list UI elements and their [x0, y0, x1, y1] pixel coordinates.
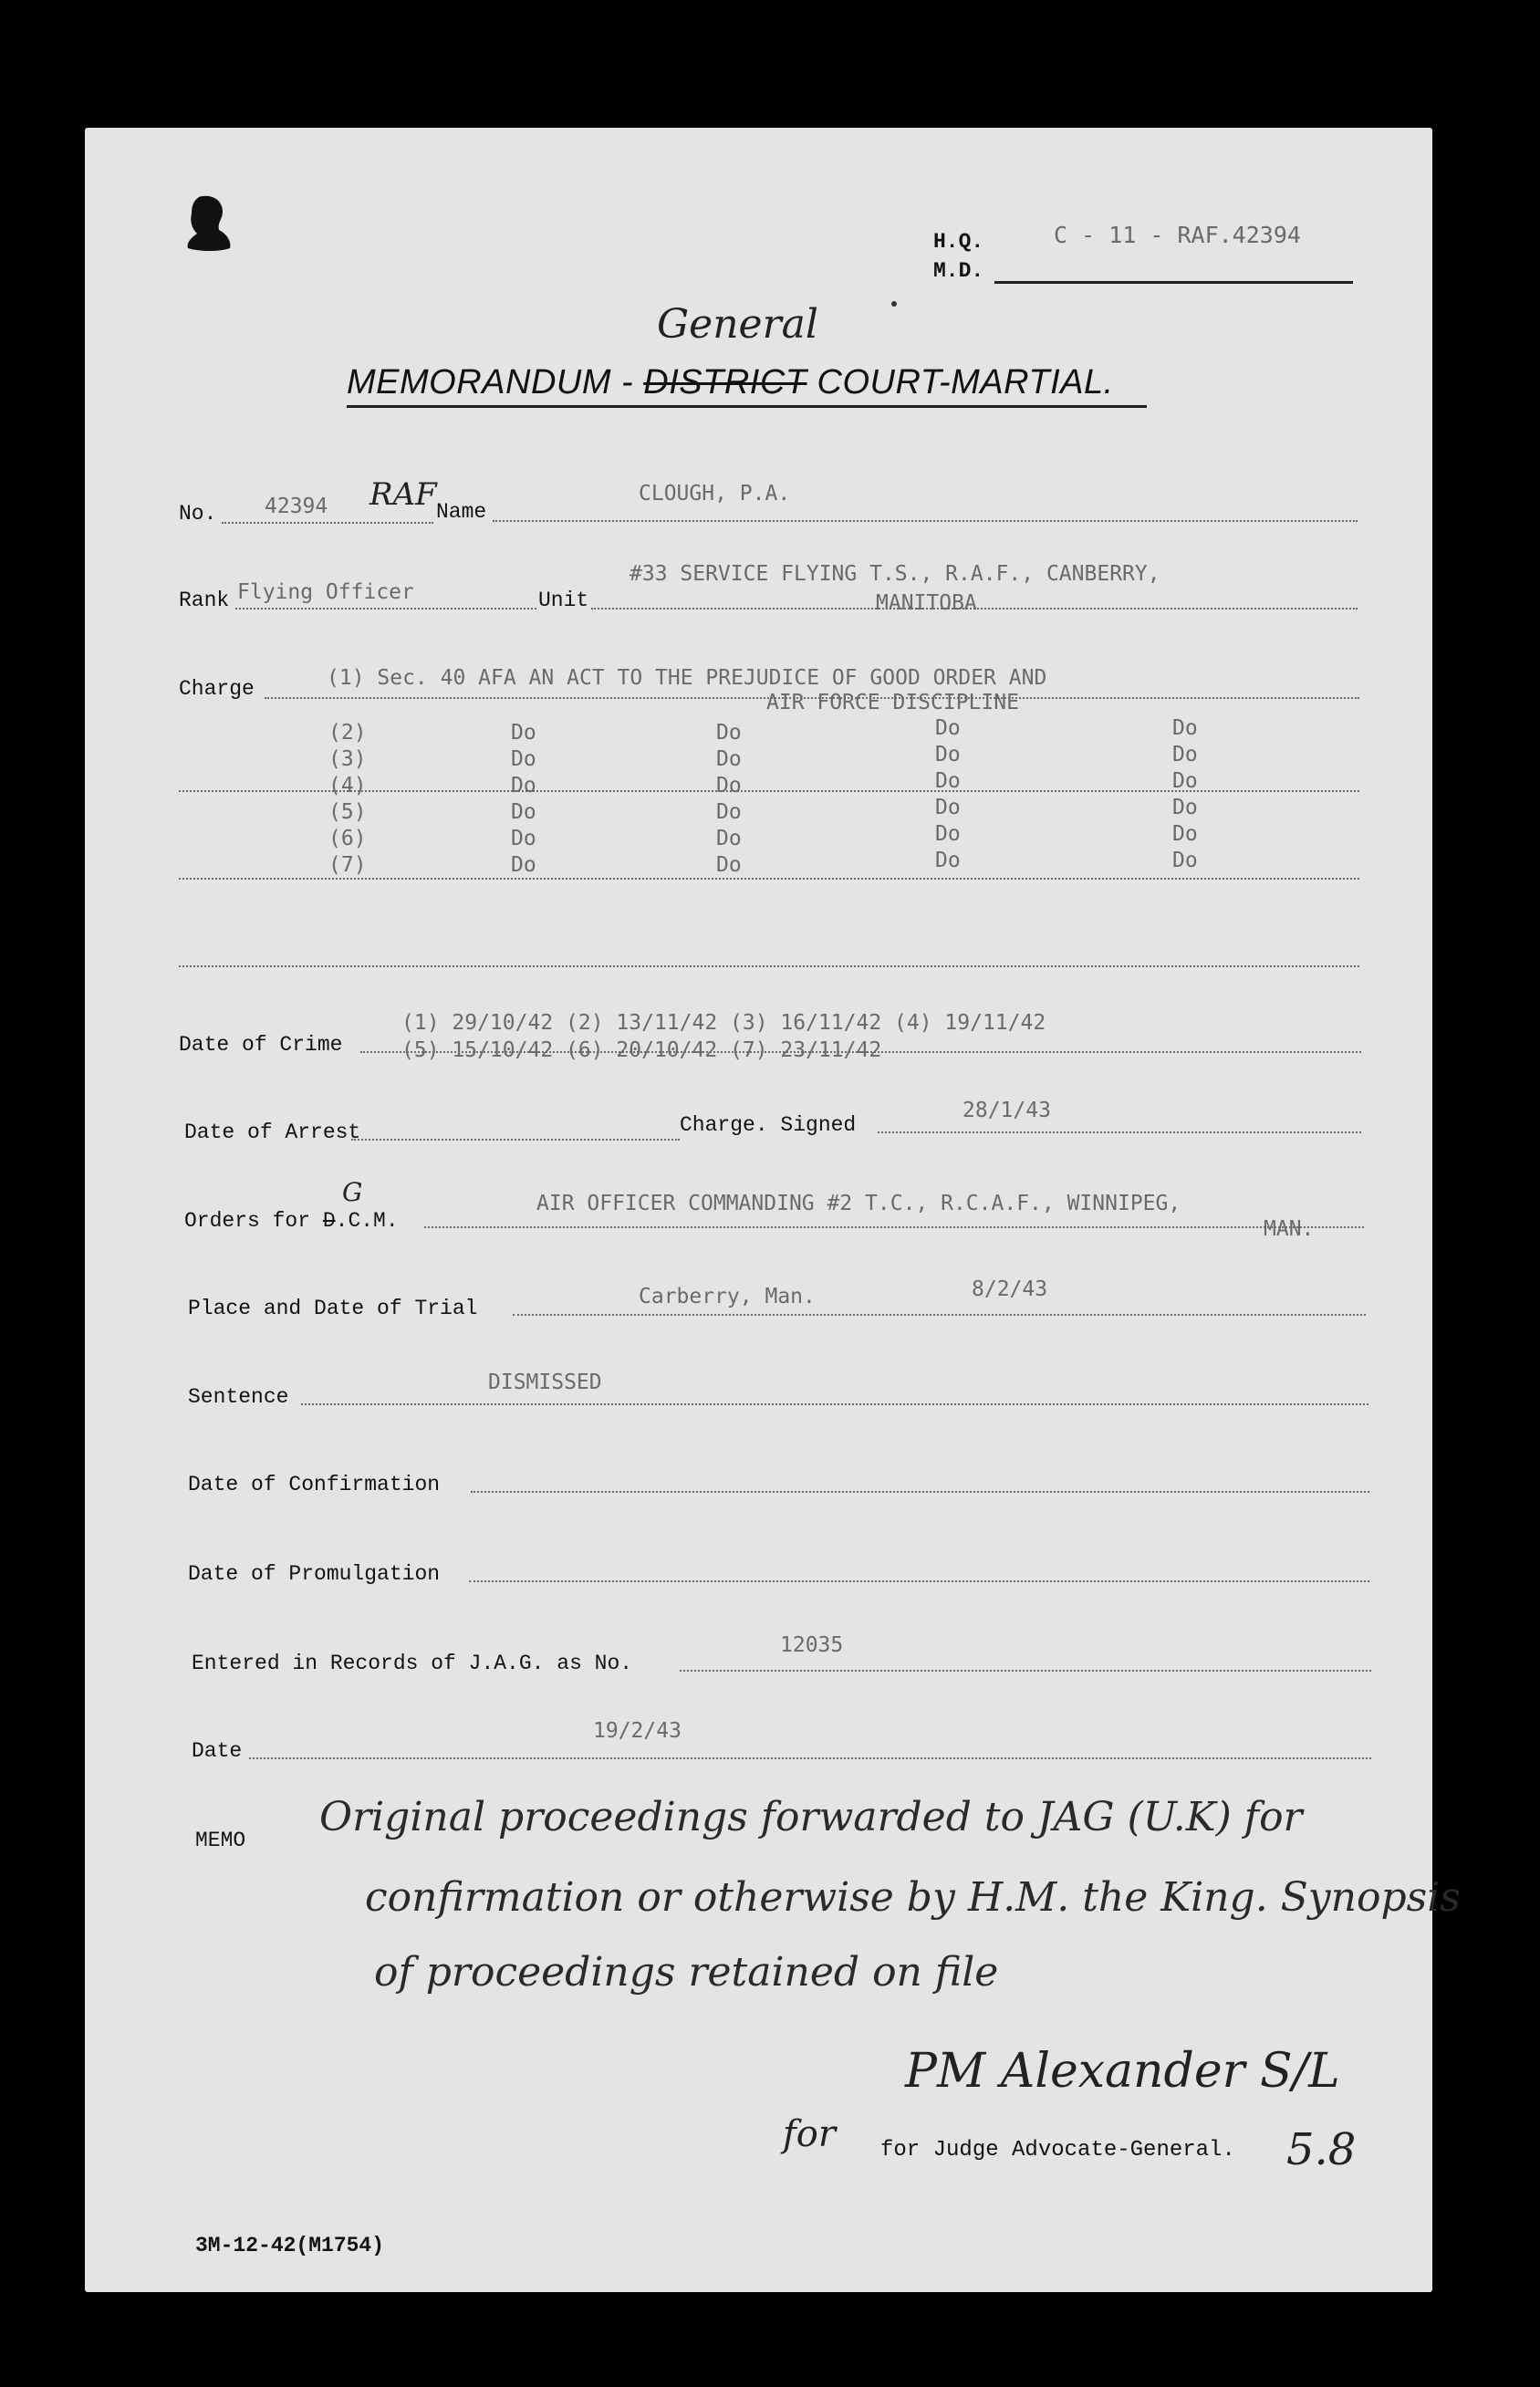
orders-value-1: AIR OFFICER COMMANDING #2 T.C., R.C.A.F., WINNIPEG,	[536, 1192, 1181, 1215]
charge-signed-label: Charge. Signed	[680, 1113, 857, 1137]
charge-row-ditto: Do	[716, 747, 742, 771]
date-of-crime-2: (5) 15/10/42 (6) 20/10/42 (7) 23/11/42	[401, 1038, 882, 1062]
memo-line-3: of proceedings retained on file	[374, 1949, 999, 1996]
charge-row-number: (6)	[328, 827, 367, 850]
orders-label-struck: D	[322, 1209, 336, 1233]
charge-row-ditto: Do	[511, 747, 536, 771]
page-mark: 5.8	[1286, 2124, 1357, 2175]
no-value: 42394	[265, 495, 328, 518]
hq-label: H.Q.	[933, 230, 984, 254]
date-label: Date	[192, 1739, 243, 1763]
sentence-value: DISMISSED	[488, 1371, 602, 1394]
charge-row-ditto: Do	[716, 721, 742, 745]
charge-row-ditto: Do	[1172, 716, 1198, 740]
memo-line-2: confirmation or otherwise by H.M. the King. Synopsis	[365, 1874, 1461, 1921]
unit-value-2: MANITOBA	[876, 591, 977, 615]
charge-row-ditto: Do	[511, 774, 536, 797]
date-value: 19/2/43	[593, 1719, 682, 1743]
name-label: Name	[436, 500, 487, 524]
date-line	[249, 1757, 1371, 1759]
title-memorandum: MEMORANDUM -	[347, 363, 634, 401]
place-value: Carberry, Man.	[639, 1285, 816, 1308]
charge-label: Charge	[179, 677, 255, 701]
promulgation-line	[469, 1580, 1369, 1582]
no-line	[222, 522, 433, 524]
header-rule	[994, 281, 1353, 284]
title-court-martial: COURT-MARTIAL.	[817, 363, 1114, 401]
no-label: No.	[179, 502, 217, 526]
rank-line	[235, 608, 536, 610]
memo-line-1: Original proceedings forwarded to JAG (U.K) for	[319, 1794, 1303, 1840]
rank-label: Rank	[179, 589, 230, 612]
file-reference: C - 11 - RAF.42394	[1054, 222, 1301, 248]
title-struck-district: DISTRICT	[643, 363, 807, 401]
memorandum-title	[347, 363, 1114, 402]
for-judge-advocate-general: for Judge Advocate-General.	[880, 2138, 1235, 2163]
place-line	[513, 1314, 1366, 1316]
orders-label	[184, 1209, 399, 1233]
charge-row-ditto: Do	[511, 721, 536, 745]
place-label: Place and Date of Trial	[188, 1297, 478, 1320]
confirmation-label: Date of Confirmation	[188, 1473, 441, 1496]
unit-value-1: #33 SERVICE FLYING T.S., R.A.F., CANBERRY,	[630, 562, 1160, 586]
charge-row-ditto: Do	[1172, 796, 1198, 819]
trial-date: 8/2/43	[972, 1277, 1048, 1301]
signature-name: PM Alexander S/L	[905, 2044, 1340, 2099]
title-underline	[347, 405, 1147, 408]
no-handwritten-raf: RAF	[369, 476, 437, 513]
unit-label: Unit	[538, 589, 589, 612]
charge-row-ditto: Do	[511, 800, 536, 824]
name-line	[493, 520, 1358, 522]
charge-signed-line	[878, 1131, 1361, 1133]
date-of-arrest-label: Date of Arrest	[184, 1121, 361, 1144]
charge-line-1b-text: AIR FORCE DISCIPLINE	[766, 691, 1019, 714]
charge-row-ditto: Do	[1172, 769, 1198, 793]
charge-row-ditto: Do	[1172, 849, 1198, 872]
orders-label-a: Orders for	[184, 1209, 323, 1233]
charge-row-ditto: Do	[935, 716, 961, 740]
charge-line-3	[179, 878, 1359, 880]
confirmation-line	[471, 1491, 1369, 1493]
ink-blot-mark	[182, 193, 235, 254]
sentence-line	[301, 1403, 1368, 1405]
charge-line-2	[179, 790, 1359, 792]
charge-row-ditto: Do	[1172, 743, 1198, 766]
promulgation-label: Date of Promulgation	[188, 1562, 441, 1586]
charge-row-number: (3)	[328, 747, 367, 771]
orders-handwritten-g: G	[342, 1177, 363, 1207]
charge-row-number: (2)	[328, 721, 367, 745]
charge-row-ditto: Do	[511, 853, 536, 877]
charge-row-ditto: Do	[935, 769, 961, 793]
jag-value: 12035	[780, 1633, 844, 1657]
date-of-crime-label: Date of Crime	[179, 1033, 343, 1057]
charge-row-ditto: Do	[935, 743, 961, 766]
name-value: CLOUGH, P.A.	[639, 482, 791, 506]
charge-row-number: (5)	[328, 800, 367, 824]
charge-row-ditto: Do	[935, 796, 961, 819]
charge-line-4	[179, 965, 1359, 967]
orders-line	[424, 1226, 1364, 1228]
charge-row-ditto: Do	[935, 849, 961, 872]
date-of-arrest-line	[351, 1139, 680, 1141]
memo-label: MEMO	[195, 1829, 246, 1852]
jag-line	[680, 1670, 1371, 1672]
date-of-crime-1: (1) 29/10/42 (2) 13/11/42 (3) 16/11/42 (4) 19/11/42	[401, 1011, 1046, 1035]
signature-for-hand: for	[783, 2113, 837, 2155]
sentence-label: Sentence	[188, 1385, 289, 1409]
charge-row-ditto: Do	[716, 827, 742, 850]
md-label: M.D.	[933, 259, 984, 283]
charge-row-ditto: Do	[935, 822, 961, 846]
orders-value-2: MAN.	[1264, 1217, 1315, 1241]
charge-signed-value: 28/1/43	[962, 1099, 1051, 1122]
rank-value: Flying Officer	[237, 580, 414, 604]
charge-row-ditto: Do	[1172, 822, 1198, 846]
jag-label: Entered in Records of J.A.G. as No.	[192, 1652, 633, 1675]
title-dot	[891, 301, 897, 307]
charge-row-ditto: Do	[716, 853, 742, 877]
charge-row-number: (4)	[328, 774, 367, 797]
charge-row-ditto: Do	[511, 827, 536, 850]
charge-row-ditto: Do	[716, 800, 742, 824]
orders-label-b: .C.M.	[335, 1209, 399, 1233]
form-code: 3M-12-42(M1754)	[195, 2234, 385, 2257]
charge-row-number: (7)	[328, 853, 367, 877]
handwritten-general: General	[657, 301, 818, 348]
charge-line-1-text: (1) Sec. 40 AFA AN ACT TO THE PREJUDICE OF GOOD ORDER AND	[327, 666, 1047, 690]
charge-row-ditto: Do	[716, 774, 742, 797]
